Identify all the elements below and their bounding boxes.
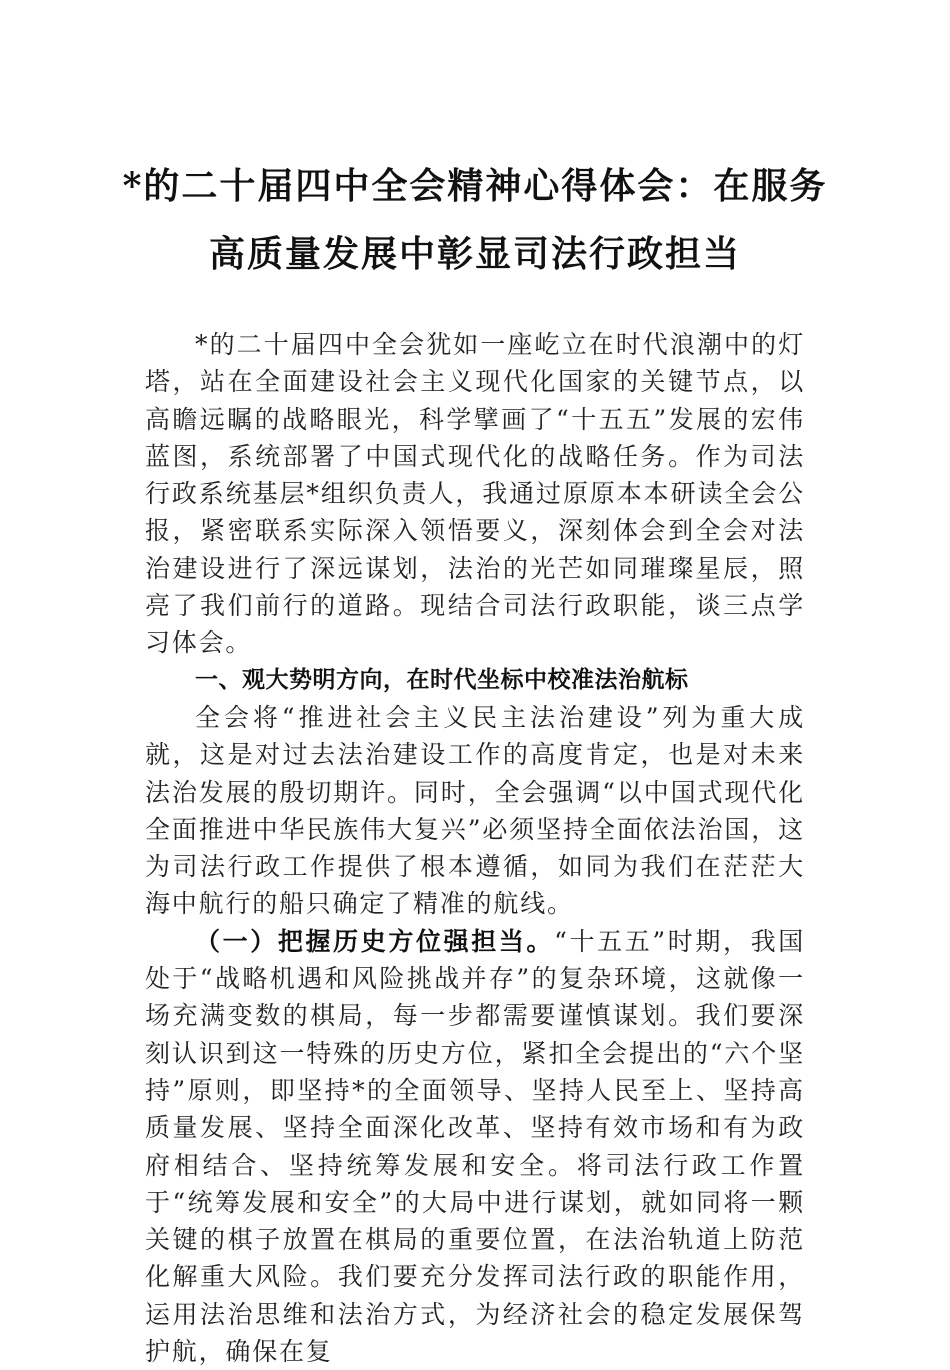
document-body (145, 326, 805, 1370)
section-1-paragraph: 全会将“推进社会主义民主法治建设”列为重大成就，这是对过去法治建设工作的高度肯定，也是对未来法治发展的殷切期许。同时，全会强调“以中国式现代化全面推进中华民族伟大复兴”必须坚持全面依法治国，这为司法行政工作提供了根本遵循，如同为我们在茫茫大海中航行的船只确定了精准的航线。 (145, 702, 805, 919)
subsection-1-text: “十五五”时期，我国处于“战略机遇和风险挑战并存”的复杂环境，这就像一场充满变数的棋局，每一步都需要谨慎谋划。我们要深刻认识到这一特殊的历史方位，紧扣全会提出的“六个坚持”原则，即坚持*的全面领导、坚持人民至上、坚持高质量发展、坚持全面深化改革、坚持有效市场和有为政府相结合、坚持统筹发展和安全。将司法行政工作置于“统筹发展和安全”的大局中进行谋划，就如同将一颗关键的棋子放置在棋局的重要位置，在法治轨道上防范化解重大风险。我们要充分发挥司法行政的职能作用，运用法治思维和法治方式，为经济社会的稳定发展保驾护航，确保在复 (145, 926, 806, 1367)
document-title-line-2: 高质量发展中彰显司法行政担当 (208, 233, 741, 275)
section-1-heading: 一、观大势明方向，在时代坐标中校准法治航标 (195, 666, 689, 693)
subsection-1-paragraph (145, 923, 805, 1370)
subsection-1-lead: （一）把握历史方位强担当。 (195, 926, 555, 956)
intro-paragraph: *的二十届四中全会犹如一座屹立在时代浪潮中的灯塔，站在全面建设社会主义现代化国家的关键节点，以高瞻远瞩的战略眼光，科学擘画了“十五五”发展的宏伟蓝图，系统部署了中国式现代化的战略任务。作为司法行政系统基层*组织负责人，我通过原原本本研读全会公报，紧密联系实际深入领悟要义，深刻体会到全会对法治建设进行了深远谋划，法治的光芒如同璀璨星辰，照亮了我们前行的道路。现结合司法行政职能，谈三点学习体会。 (145, 330, 805, 658)
document-title-line-1: *的二十届四中全会精神心得体会：在服务 (122, 165, 828, 207)
